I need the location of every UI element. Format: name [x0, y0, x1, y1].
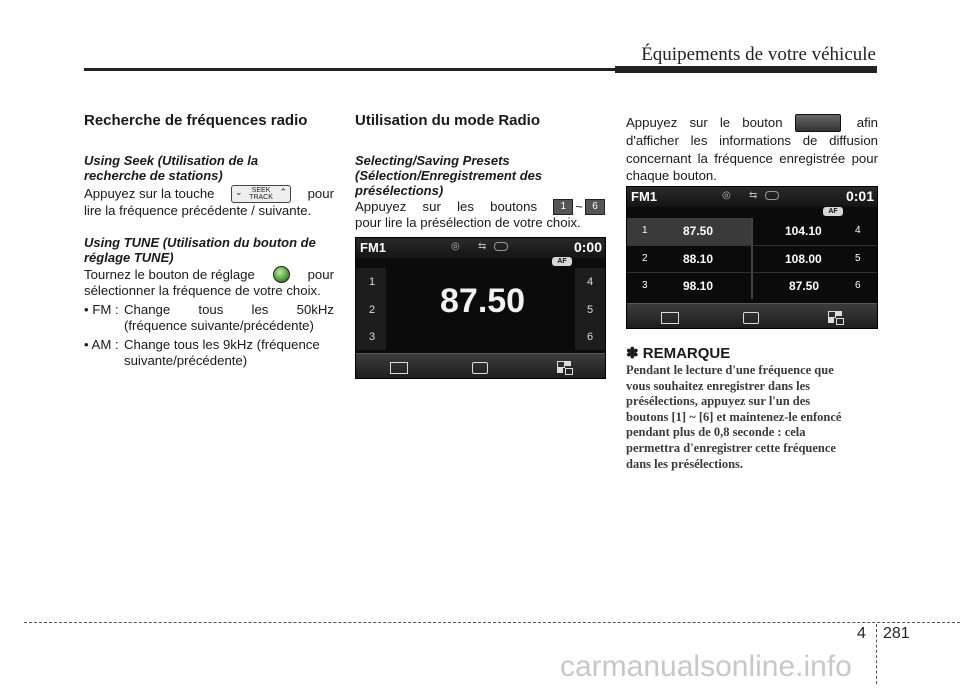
- chevron-down-icon: ⌄: [235, 187, 243, 197]
- left-preset-column: [356, 268, 386, 350]
- menu-grid-icon: [552, 357, 578, 375]
- note-line: Pendant le lecture d'une fréquence que: [626, 363, 834, 377]
- subtitle-seek: Using Seek (Utilisation de la recherche de stations): [84, 153, 259, 183]
- section-title-radio-mode: Utilisation du mode Radio: [355, 112, 541, 129]
- tune-text-after: pour: [307, 266, 334, 282]
- info-text-rest: d'afficher les informations de diffusion concernant la fréquence enregistrée pour chaque bouton.: [626, 133, 878, 183]
- menu-grid-icon: [823, 307, 849, 325]
- radio-scan-icon: [468, 357, 494, 375]
- preset-5: 5: [587, 304, 594, 316]
- preset-num-4: 4: [855, 225, 861, 236]
- radio-list-icon: [657, 307, 683, 325]
- bullet-am-label: • AM :: [84, 337, 119, 352]
- preset-num-6: 6: [855, 280, 861, 291]
- chevron-up-icon: ⌃: [279, 187, 288, 197]
- preset-divider: [751, 218, 753, 299]
- preset-button-6: 6: [585, 199, 605, 215]
- radio-screen-presets: [626, 186, 878, 329]
- bullet-fm-label: • FM :: [84, 302, 119, 317]
- footer-rule: [24, 622, 960, 623]
- tune-text-line2: sélectionner la fréquence de votre choix.: [84, 283, 321, 298]
- presets-text-before: Appuyez sur les boutons: [355, 199, 538, 214]
- presets-text-line2: pour lire la présélection de votre choix.: [355, 215, 581, 230]
- preset-3: 3: [369, 331, 376, 343]
- seek-text-after: pour: [307, 186, 334, 201]
- bullet-fm-line1: Change tous les 50kHz: [124, 302, 334, 317]
- subtitle-presets: Selecting/Saving Presets (Sélection/Enregistrement des présélections): [355, 153, 543, 198]
- bullet-fm: [84, 302, 334, 336]
- preset-freq-2: 88.10: [683, 252, 714, 266]
- clock: 0:00: [573, 239, 602, 255]
- band-label: FM1: [360, 240, 386, 255]
- info-text-after: afin: [856, 115, 878, 130]
- seek-text-line2: lire la fréquence précédente / suivante.: [84, 203, 312, 218]
- usb-icon: ⇆: [478, 241, 487, 252]
- preset-2: 2: [369, 304, 376, 316]
- footer-divider: [876, 624, 877, 684]
- preset-freq-5: 108.00: [785, 252, 822, 266]
- chapter-number: 4: [857, 625, 866, 642]
- right-preset-column: [575, 268, 605, 350]
- page-header-title: Équipements de votre véhicule: [641, 44, 876, 65]
- seek-text-before: Appuyez sur la touche: [84, 186, 215, 201]
- note-body: [626, 363, 878, 472]
- preset-button-1: 1: [553, 199, 573, 215]
- info-paragraph: [626, 114, 878, 185]
- tune-knob-icon: [273, 266, 290, 283]
- bullet-fm-text: [124, 302, 334, 334]
- note-line: permettra d'enregistrer cette fréquence: [626, 440, 836, 455]
- preset-freq-6: 87.50: [789, 279, 820, 293]
- tune-paragraph: [84, 266, 334, 299]
- radio-list-icon: [386, 357, 412, 375]
- bullet-am-text: [124, 337, 334, 369]
- radio-screen-main: [355, 237, 606, 379]
- seek-track-button: [231, 185, 291, 203]
- presets-paragraph: [355, 199, 605, 231]
- preset-row-divider-2: [627, 272, 877, 273]
- preset-1: 1: [369, 276, 376, 288]
- note-title: ✽ REMARQUE: [626, 345, 731, 362]
- subtitle-tune: Using TUNE (Utilisation du bouton de réglage TUNE): [84, 235, 316, 265]
- header-rule-accent: [615, 66, 877, 73]
- section-title-frequency-search: Recherche de fréquences radio: [84, 112, 308, 129]
- af2-badge: AF: [823, 207, 843, 216]
- preset-6: 6: [587, 331, 594, 343]
- screen-status-bar: [356, 238, 605, 258]
- preset-row-divider-1: [627, 245, 877, 246]
- note-line: pendant plus de 0,8 seconde : cela: [626, 425, 806, 440]
- page-number: 281: [883, 625, 910, 642]
- note-line: présélections, appuyez sur l'un des: [626, 394, 811, 409]
- preset-num-2: 2: [642, 253, 648, 264]
- preset-freq-4: 104.10: [785, 224, 822, 238]
- seek-paragraph: [84, 185, 334, 219]
- note-line: boutons [1] ~ [6] et maintenez-le enfoncé: [626, 409, 842, 424]
- preset-num-3: 3: [642, 280, 648, 291]
- preset-4: 4: [587, 276, 594, 288]
- bullet-am: [84, 337, 334, 371]
- info-text-before: Appuyez sur le bouton: [626, 115, 783, 130]
- battery-icon: [494, 242, 508, 251]
- preset-num-5: 5: [855, 253, 861, 264]
- info-button-icon: [795, 114, 841, 132]
- af-badge: AF: [552, 257, 572, 266]
- battery-icon: [765, 191, 779, 200]
- seek-button-line2: TRACK: [249, 194, 273, 201]
- preset-freq-1: 87.50: [683, 224, 714, 238]
- watermark: carmanualsonline.info: [560, 650, 852, 683]
- note-line: vous souhaitez enregistrer dans les: [626, 378, 811, 393]
- gps-icon: ◎: [451, 241, 460, 252]
- bullet-am-line2: suivante/précédente): [124, 353, 248, 368]
- usb-icon: ⇆: [749, 190, 758, 201]
- gps-icon: ◎: [722, 190, 731, 201]
- preset-freq-3: 98.10: [683, 279, 714, 293]
- screen2-bottom-bar: [627, 303, 877, 328]
- tune-text-before: Tournez le bouton de réglage: [84, 266, 255, 282]
- current-frequency: 87.50: [440, 282, 526, 320]
- screen2-status-bar: [627, 187, 877, 207]
- clock2: 0:01: [845, 188, 874, 204]
- band2-label: FM1: [631, 189, 657, 204]
- screen-bottom-bar: [356, 353, 605, 378]
- bullet-am-line1: Change tous les 9kHz (fréquence: [124, 337, 320, 352]
- seek-button-line1: SEEK: [251, 187, 271, 194]
- note-line: dans les présélections.: [626, 456, 744, 471]
- bullet-fm-line2: (fréquence suivante/précédente): [124, 318, 314, 333]
- preset-range-tilde: ~: [575, 199, 583, 214]
- radio-scan-icon: [739, 307, 765, 325]
- preset-num-1: 1: [642, 225, 648, 236]
